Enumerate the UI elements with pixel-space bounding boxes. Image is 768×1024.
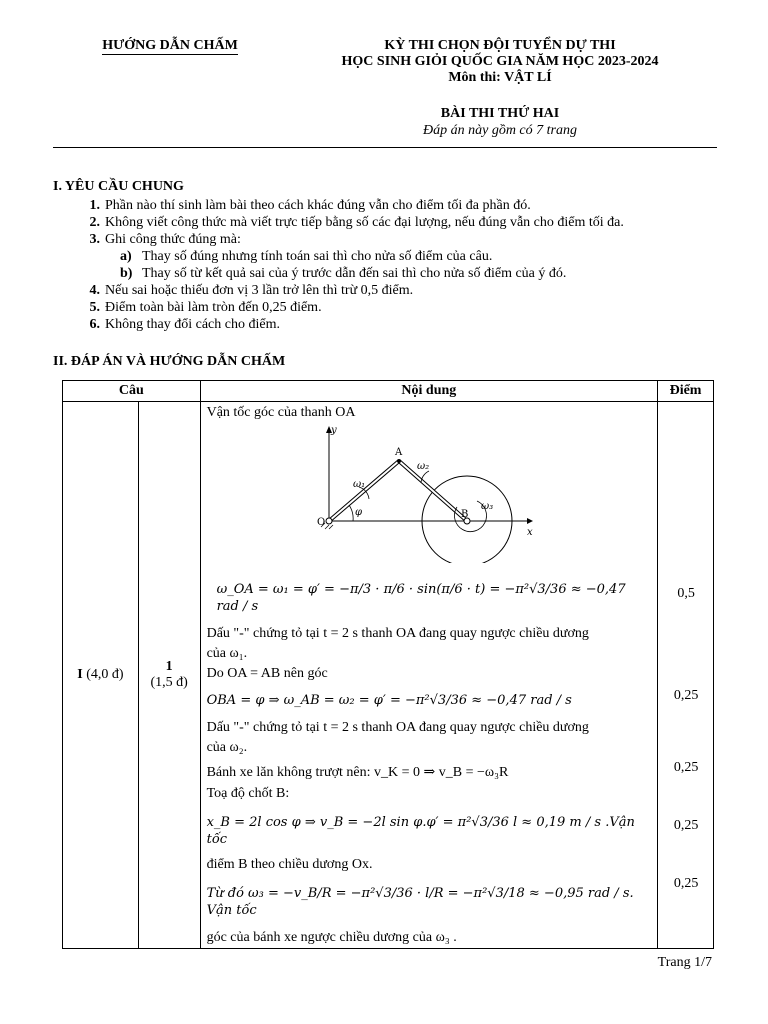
answer-table [62,380,714,949]
formula-omega-ab: OBA = φ ⇒ ω_AB = ω₂ = φ′ = −π²√3/36 ≈ −0,47 rad / s [206,693,572,708]
content-cell [200,402,657,949]
section2-title: II. ĐÁP ÁN VÀ HƯỚNG DẪN CHẤM [53,354,286,369]
question-cell: I (4,0 đ) [63,402,139,949]
col-header-cau: Câu [63,381,201,402]
list-subitem: a) Thay số đúng nhưng tính toán sai thì cho nửa số điểm của câu. [120,249,493,264]
header-divider [53,147,717,148]
requirements-list [60,197,720,333]
col-header-noi-dung: Nội dung [200,381,657,402]
table-row [63,402,714,949]
formula-vb: x_B = 2l cos φ ⇒ v_B = −2l sin φ.φ′ = π²√3/36 l ≈ 0,19 m / s .Vận tốc [206,815,635,847]
list-item: 1. Phần nào thí sinh làm bài theo cách khác đúng vẫn cho điểm tối đa phần đó. [89,198,531,213]
points-value: 0,25 [673,876,699,891]
content-body [201,402,657,948]
diagram-label-w1: ω₁ [352,479,365,490]
formula-omega3: Từ đó ω₃ = −v_B/R = −π²√3/36 · l/R = −π²√3/18 ≈ −0,95 rad / s. Vận tốc [206,886,634,918]
points-value: 0,25 [673,760,699,775]
list-item: 6. Không thay đổi cách cho điểm. [89,317,280,332]
col-header-diem: Điểm [658,381,714,402]
exam-name-line1: KỲ THI CHỌN ĐỘI TUYỂN DỰ THI [384,38,616,53]
content-text: của ω₂. [206,740,248,755]
content-text: Bánh xe lăn không trượt nên: v_K = 0 ⇒ v_B = −ω₃R [206,765,509,780]
mechanism-diagram [317,423,537,563]
header-exam-info [300,38,700,86]
diagram-label-o: O [316,517,325,528]
list-subitem: b) Thay số từ kết quả sai của ý trước dẫn đến sai thì cho nửa số điểm của ý đó. [120,266,567,281]
diagram-label-w2: ω₂ [416,461,429,472]
diagram-label-w3: ω₃ [480,501,493,512]
table-header-row [63,381,714,402]
formula-omega-oa: ω_OA = ω₁ = φ′ = −π/3 · π/6 · sin(π/6 · t) = −π²√3/36 ≈ −0,47 rad / s [216,582,626,614]
content-text: điểm B theo chiều dương Ox. [206,857,373,872]
section1-title: I. YÊU CẦU CHUNG [53,179,184,194]
content-text: Toạ độ chốt B: [206,786,290,801]
points-value: 0,25 [673,688,699,703]
list-item: 4. Nếu sai hoặc thiếu đơn vị 3 lần trở lên thì trừ 0,5 điểm. [89,283,414,298]
diagram-label-a: A [394,447,402,458]
diagram-label-x: x [526,527,533,538]
part-cell: 1 (1,5 đ) [138,402,200,949]
content-intro: Vận tốc góc của thanh OA [206,405,356,420]
content-text: Do OA = AB nên góc [206,666,328,681]
list-item: 5. Điểm toàn bài làm tròn đến 0,25 điểm. [89,300,322,315]
diagram-label-y: y [330,425,337,436]
content-text: Dấu "-" chứng tỏ tại t = 2 s thanh OA đang quay ngược chiều dương [206,626,589,641]
diagram-label-b: B [460,509,468,520]
content-text: của ω₁. [206,646,248,661]
points-value: 0,25 [673,818,699,833]
header-left-title: HƯỚNG DẪN CHẤM [102,38,238,53]
test-subtitle: Đáp án này gồm có 7 trang [423,123,577,138]
test-title: BÀI THI THỨ HAI [440,106,560,121]
points-value: 0,5 [677,586,695,601]
subject-line: Môn thi: VẬT LÍ [448,70,552,85]
content-text: góc của bánh xe ngược chiều dương của ω₃ . [206,930,457,945]
list-item: 3. Ghi công thức đúng mà: [89,232,241,247]
content-text: Dấu "-" chứng tỏ tại t = 2 s thanh OA đang quay ngược chiều dương [206,720,589,735]
exam-name-line2: HỌC SINH GIỎI QUỐC GIA NĂM HỌC 2023-2024 [341,54,659,69]
points-cell [658,402,714,949]
list-item: 2. Không viết công thức mà viết trực tiếp bằng số các đại lượng, nếu đúng vẫn cho điểm tối đa. [89,215,624,230]
diagram-label-phi: φ [354,507,362,518]
page-number: Trang 1/7 [657,955,712,970]
